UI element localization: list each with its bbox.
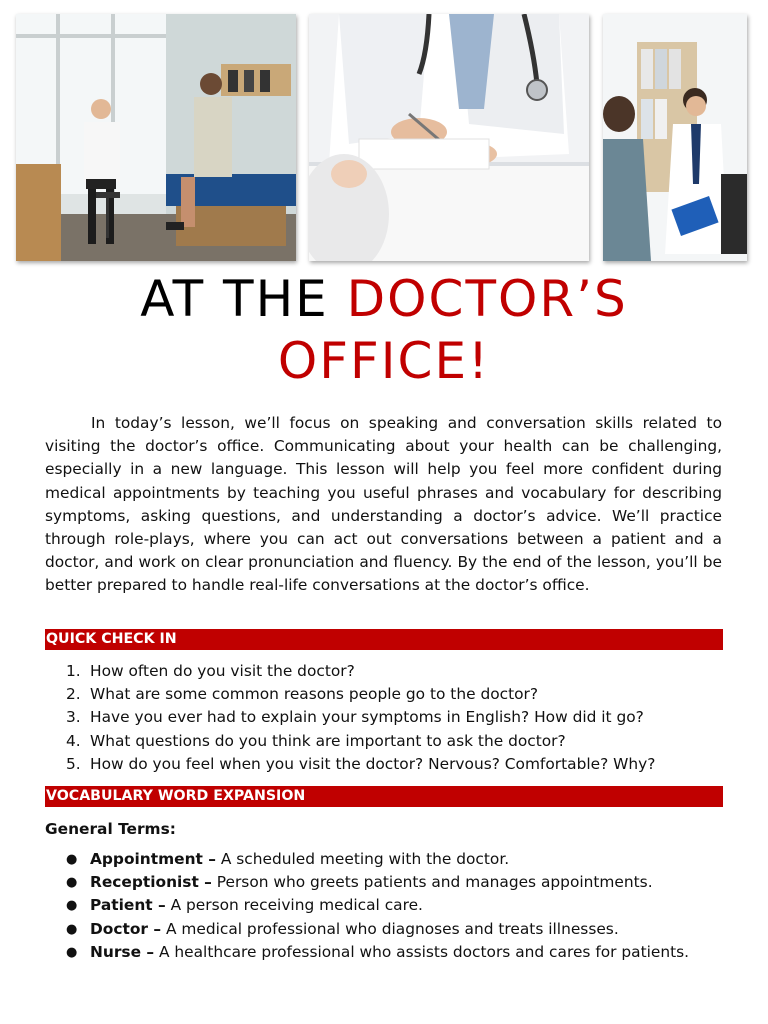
quick-check-heading: QUICK CHECK IN bbox=[45, 629, 723, 650]
bullet-icon: ● bbox=[66, 852, 78, 867]
vocab-definition: A healthcare professional who assists doctors and cares for patients. bbox=[154, 942, 690, 961]
list-item bbox=[66, 941, 736, 964]
question-list bbox=[66, 660, 726, 776]
question-text: How often do you visit the doctor? bbox=[90, 662, 355, 680]
list-item bbox=[66, 706, 726, 729]
vocab-term: Nurse – bbox=[90, 942, 155, 961]
doctor-writing-photo bbox=[309, 14, 589, 261]
list-item bbox=[66, 683, 726, 706]
list-item bbox=[66, 871, 736, 894]
vocabulary-list bbox=[66, 848, 736, 964]
question-number: 5. bbox=[66, 754, 81, 773]
general-terms-subheading: General Terms: bbox=[45, 820, 176, 838]
exam-room-photo bbox=[16, 14, 296, 261]
question-number: 2. bbox=[66, 685, 81, 704]
title-part-2: DOCTOR’S bbox=[346, 270, 628, 328]
vocab-definition: A scheduled meeting with the doctor. bbox=[215, 850, 510, 868]
doctor-consultation-photo bbox=[603, 14, 747, 261]
vocab-term: Doctor – bbox=[90, 919, 162, 938]
vocab-definition: A person receiving medical care. bbox=[165, 896, 423, 915]
list-item bbox=[66, 848, 736, 871]
bullet-icon: ● bbox=[66, 921, 78, 937]
list-item bbox=[66, 894, 736, 917]
question-number: 1. bbox=[66, 662, 81, 680]
title-part-3: OFFICE! bbox=[277, 332, 491, 390]
question-text: What questions do you think are important to ask the doctor? bbox=[90, 731, 566, 750]
list-item bbox=[66, 918, 736, 941]
vocab-term: Receptionist – bbox=[90, 873, 212, 892]
question-number: 3. bbox=[66, 708, 81, 727]
bullet-icon: ● bbox=[66, 898, 78, 914]
vocab-definition: A medical professional who diagnoses and treats illnesses. bbox=[161, 919, 619, 938]
title-part-1: AT THE bbox=[140, 270, 329, 328]
question-text: Have you ever had to explain your symptoms in English? How did it go? bbox=[90, 708, 644, 727]
bullet-icon: ● bbox=[66, 944, 78, 960]
vocabulary-heading: VOCABULARY WORD EXPANSION bbox=[45, 786, 723, 807]
intro-paragraph: In today’s lesson, we’ll focus on speaking and conversation skills related to visiting the doctor’s office. Communicating about your health can be challenging, especially in a new language. This lesson will help you feel more confident during medical appointments by teaching you useful phrases and vocabulary for describing symptoms, asking questions, and understanding a doctor’s advice. We’ll practice through role-plays, where you can act out conversations between a patient and a doctor, and work on clear pronunciation and fluency. By the end of the lesson, you’ll be better prepared to handle real-life conversations at the doctor’s office. bbox=[45, 414, 722, 595]
list-item bbox=[66, 753, 726, 776]
vocab-term: Patient – bbox=[90, 896, 166, 915]
page-title bbox=[0, 268, 768, 392]
question-number: 4. bbox=[66, 731, 81, 750]
list-item bbox=[66, 660, 726, 683]
question-text: What are some common reasons people go to the doctor? bbox=[90, 685, 539, 704]
list-item bbox=[66, 730, 726, 753]
vocab-term: Appointment – bbox=[90, 850, 216, 868]
vocab-definition: Person who greets patients and manages appointments. bbox=[211, 873, 653, 892]
question-text: How do you feel when you visit the doctor? Nervous? Comfortable? Why? bbox=[90, 754, 656, 773]
bullet-icon: ● bbox=[66, 875, 78, 891]
